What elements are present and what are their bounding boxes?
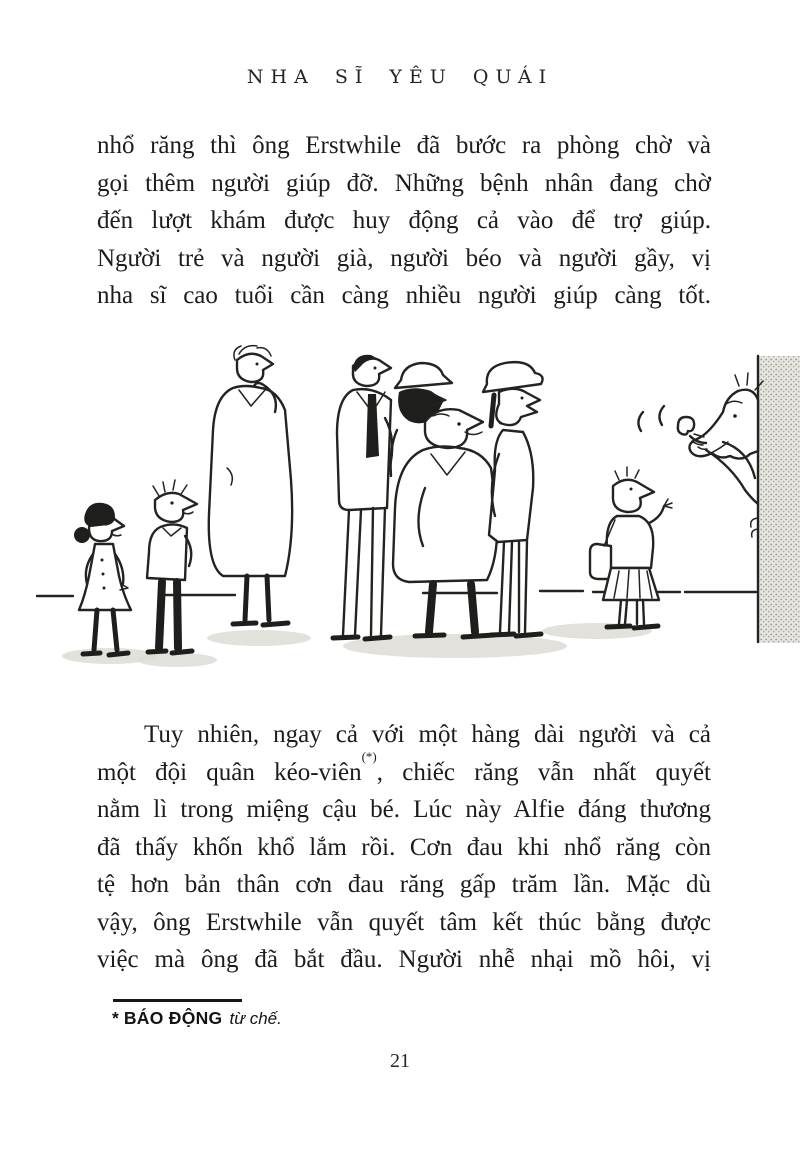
text-line: đến lượt khám được huy động cả vào để trợ giúp. [97,207,711,234]
text-line: vậy, ông Erstwhile vẫn quyết tâm kết thúc bằng được [97,908,711,936]
illustration-queue-of-patients [35,338,800,690]
stout-man-figure [393,409,497,637]
paragraph-1 [97,127,711,315]
footnote-rule [113,999,242,1002]
text-line: nằm lì trong miệng cậu bé. Lúc này Alfie đáng thương [97,796,711,823]
text-segment: một đội quân kéo-viên [97,758,362,786]
wall [758,356,800,643]
page-number: 21 [390,1050,410,1072]
illustration-svg [35,338,800,690]
text-line: tệ hơn bản thân cơn đau răng gấp trăm lần. Mặc dù [97,871,711,898]
girl-figure [74,503,131,655]
suited-man-figure [333,355,392,639]
footnote-marker: * [112,1008,119,1028]
footnote-reference: (*) [361,749,377,765]
text-line: Tuy nhiên, ngay cả với một hàng dài người và cả [144,721,711,748]
text-line: Người trẻ và người già, người béo và người gầy, vị [97,244,711,272]
child-figure [590,467,672,628]
running-head: NHA SĨ YÊU QUÁI [246,66,554,88]
footnote [112,1008,282,1029]
ground-shadows [62,623,652,667]
footnote-definition: từ chế. [229,1009,282,1028]
text-line: việc mà ông đã bắt đầu. Người nhễ nhại mồ hôi, vị [97,946,711,973]
text-line: đã thấy khốn khổ lắm rồi. Cơn đau khi nhổ răng còn [97,833,711,861]
text-line-with-footnote-ref [97,749,711,792]
text-segment: , chiếc răng vẫn nhất quyết [376,758,711,786]
hatted-woman-figure [483,362,543,636]
boy-figure [147,480,197,653]
paragraph-2 [97,716,711,979]
tall-woman-figure [209,346,292,625]
text-line: nhổ răng thì ông Erstwhile đã bước ra phòng chờ và [97,132,711,159]
footnote-term: BÁO ĐỘNG [123,1008,223,1028]
text-line: gọi thêm người giúp đỡ. Những bệnh nhân đang chờ [97,169,711,197]
text-line: nha sĩ cao tuổi cần càng nhiều người giúp càng tốt. [97,282,711,309]
dentist-figure [638,373,763,537]
